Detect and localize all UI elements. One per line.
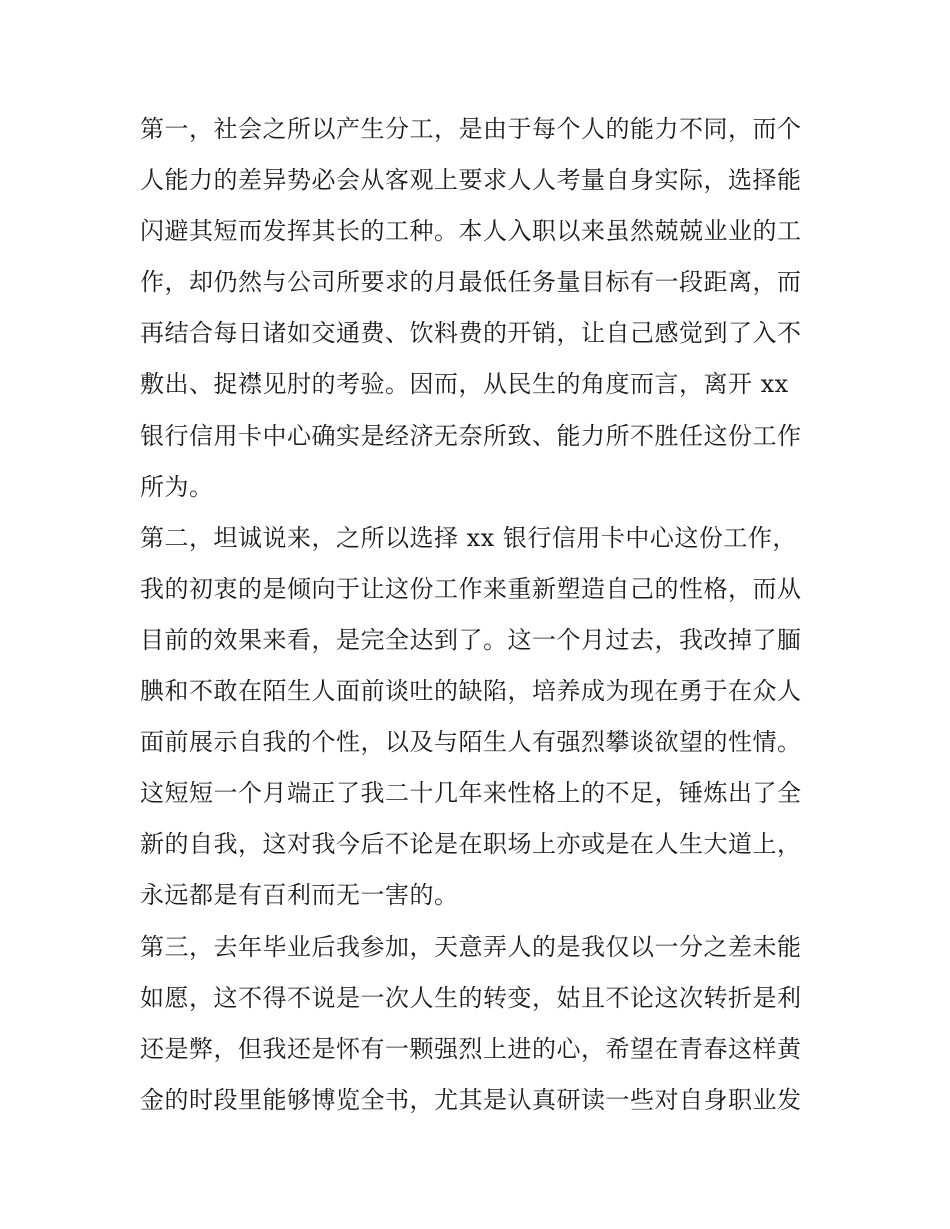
text-line-12: 腆和不敢在陌生人面前谈吐的缺陷，培养成为现在勇于在众人 [140,677,802,706]
text-line-16: 永远都是有百利而无一害的。 [140,881,459,910]
text-line-7: 银行信用卡中心确实是经济无奈所致、能力所不胜任这份工作 [140,421,802,450]
text-line-20: 金的时段里能够博览全书，尤其是认真研读一些对自身职业发 [140,1085,802,1114]
text-line-1: 第一，社会之所以产生分工，是由于每个人的能力不同，而个 [140,115,802,143]
text-line-10: 我的初衷的是倾向于让这份工作来重新塑造自己的性格，而从 [140,574,802,603]
body-text [140,104,820,1126]
text-line-8: 所为。 [140,472,214,501]
text-line-19: 还是弊，但我还是怀有一颗强烈上进的心，希望在青春这样黄 [140,1034,802,1063]
text-line-14: 这短短一个月端正了我二十几年来性格上的不足，锤炼出了全 [140,779,802,808]
text-line-2: 人能力的差异势必会从客观上要求人人考量自身实际，选择能 [140,166,802,195]
text-line-13: 面前展示自我的个性，以及与陌生人有强烈攀谈欲望的性情。 [140,728,802,757]
text-line-11: 目前的效果来看，是完全达到了。这一个月过去，我改掉了腼 [140,625,802,654]
text-line-18: 如愿，这不得不说是一次人生的转变，姑且不论这次转折是利 [140,983,802,1012]
text-line-6: 敷出、捉襟见肘的考验。因而，从民生的角度而言，离开 xx [140,370,789,399]
text-line-9: 第二，坦诚说来，之所以选择 xx 银行信用卡中心这份工作， [140,523,797,552]
text-line-3: 闪避其短而发挥其长的工种。本人入职以来虽然兢兢业业的工 [140,217,802,246]
text-line-4: 作，却仍然与公司所要求的月最低任务量目标有一段距离，而 [140,268,802,297]
text-line-5: 再结合每日诸如交通费、饮料费的开销，让自己感觉到了入不 [140,319,802,348]
text-line-15: 新的自我，这对我今后不论是在职场上亦或是在人生大道上， [140,830,802,859]
text-line-17: 第三，去年毕业后我参加，天意弄人的是我仅以一分之差未能 [140,932,802,961]
